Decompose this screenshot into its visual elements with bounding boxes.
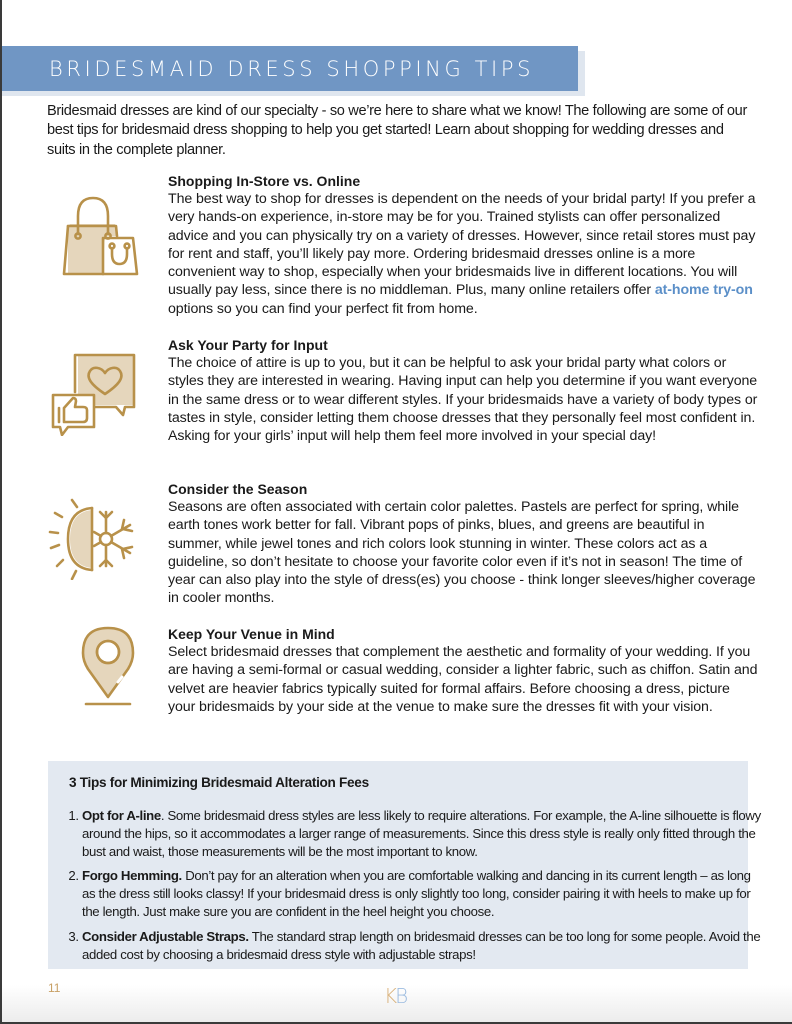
section-title: Keep Your Venue in Mind (168, 626, 335, 642)
logo-k: K (384, 984, 396, 1008)
page-title: BRIDESMAID DRESS SHOPPING TIPS (49, 56, 535, 81)
tip-lead: Forgo Hemming. (82, 868, 182, 884)
tips-list (56, 807, 762, 970)
chat-heart-thumbs-up-icon (50, 352, 138, 436)
tip-text: Don’t pay for an alteration when you are comfortable walking and dancing in its current length – as long as the dress still looks classy! If your bridesmaid dress is only slightly too long, consider pairing it with heels to make up for the length. Just make sure you are confident in the heel height you choose. (82, 868, 751, 919)
page-number: 11 (48, 981, 61, 995)
section-title: Ask Your Party for Input (168, 337, 328, 353)
section-consider-the-season (168, 480, 758, 608)
section-body-text-end: options so you can find your perfect fit from home. (168, 300, 478, 317)
title-banner (2, 46, 578, 91)
intro-paragraph: Bridesmaid dresses are kind of our specialty - so we’re here to share what we know! The following are some of our best tips for bridesmaid dress shopping to help you get started! Learn about shopping for wedding dresses and suits in the complete planner. (47, 103, 747, 158)
section-shopping-in-store-vs-online (168, 172, 758, 318)
tip-item (82, 807, 762, 860)
shopping-bags-icon (60, 196, 142, 278)
sun-snowflake-season-icon (48, 498, 140, 580)
tip-text: The standard strap length on bridesmaid dresses can be too long for some people. Avoid the added cost by choosing a bridesmaid dress style with adjustable straps! (82, 928, 761, 962)
tip-item (82, 867, 762, 920)
section-body: Seasons are often associated with certain color palettes. Pastels are perfect for spring, while earth tones work better for fall. Vibrant pops of pinks, blues, and greens are beautiful in summer, while jewel tones and rich colors look stunning in winter. These colors act as a guideline, so don’t hesitate to choose your favorite color even if it’s not in season! The time of year can also play into the style of dress(es) you choose - think longer sleeves/higher coverage in cooler months. (168, 499, 756, 607)
section-body: Select bridesmaid dresses that complement the aesthetic and formality of your wedding. If you are having a semi-formal or casual wedding, consider a lighter fabric, such as chiffon. Satin and velvet are heavier fabrics typically suited for formal affairs. Before choosing a dress, picture your bridesmaids by your side at the venue to make sure the dresses fit with your vision. (168, 644, 758, 715)
section-body-text: The best way to shop for dresses is dependent on the needs of your bridal party! If you prefer a very hands-on experience, in-store may be for you. Trained stylists can offer personalized advice and you can physically try on a variety of dresses. However, since retail stores must pay for rent and staff, you’ll likely pay more. Ordering bridesmaid dresses online is a more convenient way to shop, especially when your bridesmaids live in different locations. You will usually pay less, since there is no middleman. Plus, many online retailers offer (168, 191, 756, 299)
logo-b: B (395, 984, 407, 1008)
alteration-tips-box (48, 761, 761, 969)
section-body (168, 190, 758, 318)
kb-logo (384, 984, 406, 1008)
section-title: Shopping In-Store vs. Online (168, 173, 361, 189)
section-body: The choice of attire is up to you, but it can be helpful to ask your bridal party what colors or styles they are interested in wearing. Having input can help you determine if you want everyone in the same dress or to wear different styles. If your bridesmaids have a variety of body types or tastes in style, consider letting them choose dresses that they personally feel most confident in. Asking for your girls’ input will help them feel more involved in your special day! (168, 355, 758, 445)
tip-lead: Consider Adjustable Straps. (82, 928, 249, 944)
section-title: Consider the Season (168, 481, 308, 497)
tip-text: . Some bridesmaid dress styles are less likely to require alterations. For example, the A-line silhouette is flowy around the hips, so it accommodates a larger range of measurements. Since this dress style is really only fitted through the bust and waist, those measurements will be the most important to know. (82, 808, 761, 859)
section-keep-venue-in-mind (168, 625, 758, 716)
tips-box-title: 3 Tips for Minimizing Bridesmaid Alteration Fees (69, 775, 369, 790)
tip-item (82, 928, 762, 964)
location-pin-icon (80, 625, 136, 707)
section-ask-your-party (168, 336, 758, 445)
at-home-try-on-link[interactable]: at-home try-on (654, 282, 753, 299)
tip-lead: Opt for A-line (82, 808, 161, 823)
